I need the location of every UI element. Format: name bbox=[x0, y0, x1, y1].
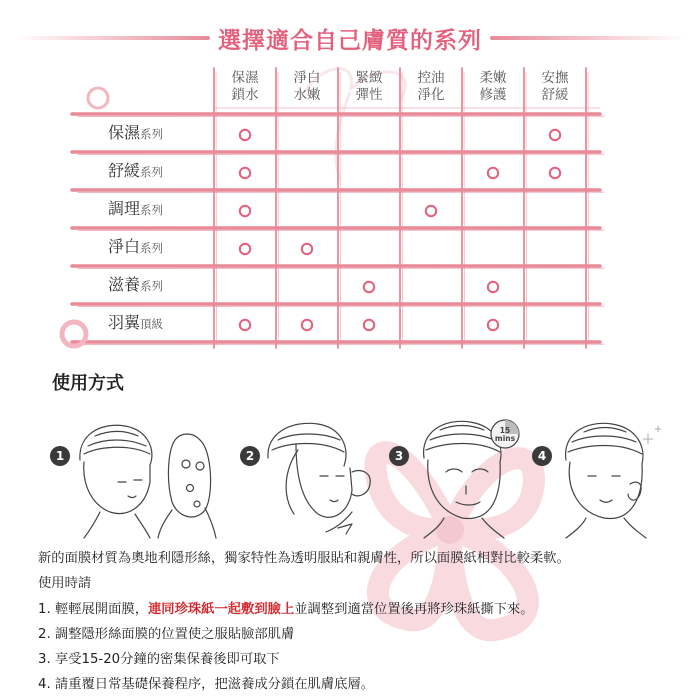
sparkle-icon bbox=[643, 426, 661, 444]
step-number-1: 1 bbox=[50, 446, 70, 466]
table-mark-circle bbox=[550, 130, 560, 140]
timer-value: 15 bbox=[499, 426, 511, 435]
column-header: 柔嫩 修護 bbox=[479, 70, 507, 103]
row-label bbox=[108, 229, 212, 265]
table-column-line-sketch bbox=[340, 72, 341, 344]
column-header: 控油 淨化 bbox=[417, 70, 445, 103]
row-label-suffix: 系列 bbox=[140, 279, 164, 293]
table-mark-circle bbox=[302, 244, 312, 254]
row-label-name: 淨白 bbox=[108, 237, 141, 256]
column-header: 緊緻 彈性 bbox=[355, 70, 383, 103]
row-label-name: 舒緩 bbox=[108, 161, 141, 180]
step-number-4: 4 bbox=[532, 446, 552, 466]
row-label-suffix: 頂級 bbox=[140, 317, 164, 331]
row-label-suffix: 系列 bbox=[140, 127, 164, 141]
row-label-suffix: 系列 bbox=[140, 165, 164, 179]
step2-illustration bbox=[268, 423, 370, 534]
instruction-step-2: 2. 調整隱形絲面膜的位置使之服貼臉部肌膚 bbox=[38, 627, 295, 642]
table-column-line-sketch bbox=[402, 72, 403, 344]
description-intro: 新的面膜材質為奧地利隱形絲，獨家特性為透明服貼和親膚性，所以面膜紙相對比較柔軟。 bbox=[38, 551, 570, 566]
row-label bbox=[108, 153, 212, 189]
column-header: 淨白 水嫩 bbox=[293, 70, 321, 103]
table-mark-circle bbox=[550, 168, 560, 178]
row-label-name: 保濕 bbox=[108, 123, 141, 142]
usage-illustrations bbox=[0, 410, 700, 540]
row-label bbox=[108, 305, 212, 341]
instruction-step-1-highlight: 連同珍珠紙一起敷到臉上 bbox=[148, 602, 295, 617]
table-mark-circle bbox=[364, 320, 374, 330]
column-header: 安撫 舒緩 bbox=[541, 70, 569, 103]
table-mark-circle bbox=[240, 130, 250, 140]
column-header: 保濕 鎖水 bbox=[231, 70, 259, 103]
page-title: 選擇適合自己膚質的系列 bbox=[218, 28, 482, 54]
table-column-line-sketch bbox=[464, 72, 465, 344]
instruction-step-1-suffix: 並調整到適當位置後再將珍珠紙撕下來。 bbox=[294, 602, 534, 617]
row-label bbox=[108, 267, 212, 303]
table-column-line-sketch bbox=[526, 72, 527, 344]
row-label-suffix: 系列 bbox=[140, 203, 164, 217]
row-label-name: 調理 bbox=[108, 199, 141, 218]
table-column-line-sketch bbox=[216, 72, 217, 344]
table-mark-circle bbox=[302, 320, 312, 330]
timer-unit: mins bbox=[494, 434, 516, 443]
row-label-suffix: 系列 bbox=[140, 241, 164, 255]
table-column-line-sketch bbox=[588, 72, 589, 344]
step4-illustration bbox=[566, 423, 646, 538]
instruction-step-1 bbox=[38, 598, 534, 617]
instruction-step-3: 3. 享受15-20分鐘的密集保養後即可取下 bbox=[38, 652, 280, 667]
table-column-line-sketch bbox=[278, 72, 279, 344]
step1-illustration bbox=[80, 425, 216, 538]
usage-section-title: 使用方式 bbox=[52, 373, 124, 394]
decorative-circle bbox=[88, 88, 108, 108]
table-mark-circle bbox=[240, 168, 250, 178]
instruction-step-4: 4. 請重覆日常基礎保養程序，把滋養成分鎖在肌膚底層。 bbox=[38, 677, 375, 692]
table-mark-circle bbox=[240, 320, 250, 330]
table-mark-circle bbox=[240, 244, 250, 254]
step-number-3: 3 bbox=[389, 446, 409, 466]
table-mark-circle bbox=[426, 206, 436, 216]
table-mark-circle bbox=[488, 282, 498, 292]
instruction-step-1-prefix: 1. 輕輕展開面膜， bbox=[38, 602, 148, 617]
timer-label bbox=[493, 427, 517, 443]
table-mark-circle bbox=[240, 206, 250, 216]
table-mark-circle bbox=[488, 168, 498, 178]
table-mark-circle bbox=[488, 320, 498, 330]
row-label-name: 羽翼 bbox=[108, 313, 141, 332]
row-label-name: 滋養 bbox=[108, 275, 141, 294]
description-instruction-lead: 使用時請 bbox=[38, 576, 92, 591]
row-label bbox=[108, 191, 212, 227]
step-number-2: 2 bbox=[240, 446, 260, 466]
table-mark-circle bbox=[364, 282, 374, 292]
row-label bbox=[108, 115, 212, 151]
